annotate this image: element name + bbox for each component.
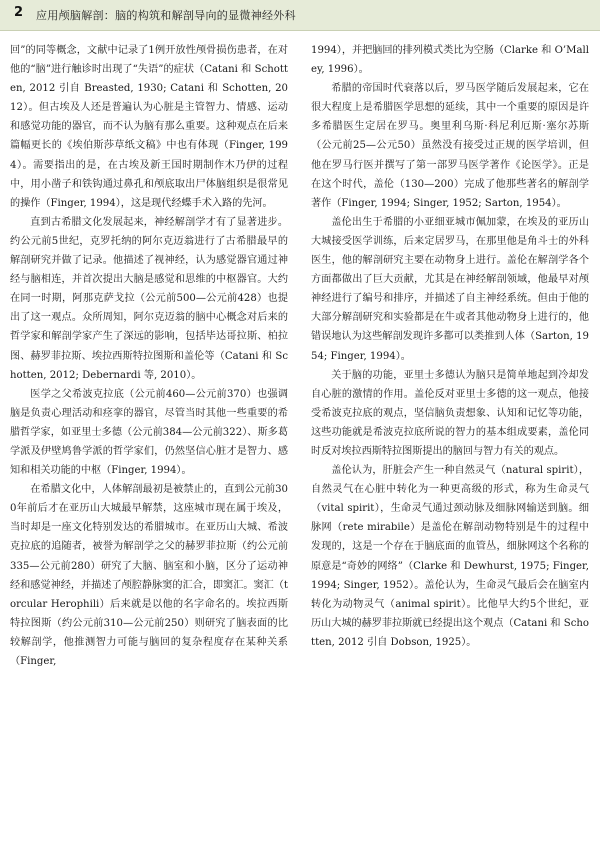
paragraph: 直到古希腊文化发展起来，神经解剖学才有了显著进步。约公元前5世纪，克罗托纳的阿尔克迈翁进行了古希腊最早的解剖研究并做了记录。他描述了视神经，认为感觉器官通过神经与脑相连，并首次提出大脑是感觉和思维的中枢器官。大约在同一时期，阿那克萨戈拉（公元前500—公元前428）也提出了这一观点。众所周知，阿尔克迈翁的脑中心概念对后来的哲学家和解剖学家产生了深远的影响，包括毕达哥拉斯、柏拉图、赫罗菲拉斯、埃拉西斯特拉图斯和盖伦等（Catani 和 Schotten, 2012; Debernardi 等, 2010）。	[10, 216, 288, 381]
paragraph: 关于脑的功能，亚里士多德认为脑只是简单地起到冷却发自心脏的激情的作用。盖伦反对亚里士多德的这一观点，他接受希波克拉底的观点，坚信脑负责想象、认知和记忆等功能，这些功能就是希波克拉底所说的智力的基本组成要素，盖伦同时反对埃拉西斯特拉图斯提出的脑回与智力有关的观点。	[311, 369, 589, 457]
paragraph: 医学之父希波克拉底（公元前460—公元前370）也强调脑是负责心理活动和痉挛的器官，尽管当时其他一些重要的希腊哲学家，如亚里士多德（公元前384—公元前322）、斯多葛学派及伊壁鸠鲁学派的哲学家们，仍然坚信心脏才是智力、感知和相关功能的中枢（Finger, 1994）。	[10, 388, 288, 477]
paragraph: 在希腊文化中，人体解剖最初是被禁止的，直到公元前300年前后才在亚历山大城最早解禁，这座城市现在属于埃及，当时却是一座文化特别发达的希腊城市。在亚历山大城、希波克拉底的追随者，被誉为解剖学之父的赫罗菲拉斯（约公元前335—公元前280）研究了大脑、脑室和小脑，区分了运动神经和感觉神经，并描述了颅腔静脉窦的汇合，即窦汇。窦汇（torcular Herophili）后来就是以他的名字命名的。埃拉西斯特拉图斯（约公元前310—公元前250）则研究了脑表面的比较解剖学，他推测智力可能与脑回的复杂程度存在某种关系（Finger,	[10, 484, 288, 667]
paragraph: 1994），并把脑回的排列模式类比为空肠（Clarke 和 O’Malley, 1996）。	[311, 45, 589, 76]
paragraph: 希腊的帝国时代衰落以后，罗马医学随后发展起来，它在很大程度上是希腊医学思想的延续，其中一个重要的原因是许多希腊医生定居在罗马。奥里利乌斯·科尼利厄斯·塞尔苏斯（公元前25—公元50）虽然没有接受过正规的医学培训，但他在罗马行医并撰写了第一部罗马医学著作《论医学》。正是在这个时代，盖伦（130—200）完成了他那些著名的解剖学著作（Finger, 1994; Singer, 1952; Sarton, 1954）。	[311, 83, 589, 209]
right-column	[311, 41, 589, 857]
left-column	[10, 41, 288, 857]
paragraph: 盖伦出生于希腊的小亚细亚城市佩加蒙，在埃及的亚历山大城接受医学训练，后来定居罗马，在那里他是角斗士的外科医生，他的解剖研究主要在动物身上进行。盖伦在解剖学各个方面都做出了巨大贡献，尤其是在神经解剖领域，他最早对颅神经进行了编号和排序，并描述了自主神经系统。但由于他的大部分解剖研究和实验都是在牛或者其他动物身上进行的，他错误地认为这些解剖发现许多都可以类推到人体（Sarton, 1954; Finger, 1994）。	[311, 216, 589, 362]
page-header	[0, 0, 600, 31]
page-number: 2	[14, 5, 24, 20]
paragraph: 回”的同等概念，文献中记录了1例开放性颅骨损伤患者，在对他的“脑”进行触诊时出现了“失语”的症状（Catani 和 Schotten, 2012 引自 Breasted, 1930; Catani 和 Schotten, 2012）。但古埃及人还是普遍认为心脏是主管智力、情感、运动和感觉功能的器官，而不认为脑有那么重要。这种观点在后来篇幅更长的《埃伯斯莎草纸文稿》中也有体现（Finger, 1994）。需要指出的是，在古埃及新王国时期制作木乃伊的过程中，用小凿子和铁钩通过鼻孔和颅底取出尸体脑组织是很常见的操作（Finger, 1994），这是现代经蝶手术入路的先河。	[10, 45, 288, 209]
paragraph: 盖伦认为，肝脏会产生一种自然灵气（natural spirit），自然灵气在心脏中转化为一种更高级的形式，称为生命灵气（vital spirit），生命灵气通过颈动脉及细脉网输送到脑。细脉网（rete mirabile）是盖伦在解剖动物特别是牛的过程中发现的，这是一个存在于脑底面的血管丛，细脉网这个名称的原意是“奇妙的网络”（Clarke 和 Dewhurst, 1975; Finger, 1994; Singer, 1952）。盖伦认为，生命灵气最后会在脑室内转化为动物灵气（animal spirit）。比他早大约5个世纪，亚历山大城的赫罗菲拉斯就已经提出这个观点（Catani 和 Schotten, 2012 引自 Dobson, 1925）。	[311, 465, 589, 648]
running-title: 应用颅脑解剖：脑的构筑和解剖导向的显微神经外科	[36, 9, 296, 22]
